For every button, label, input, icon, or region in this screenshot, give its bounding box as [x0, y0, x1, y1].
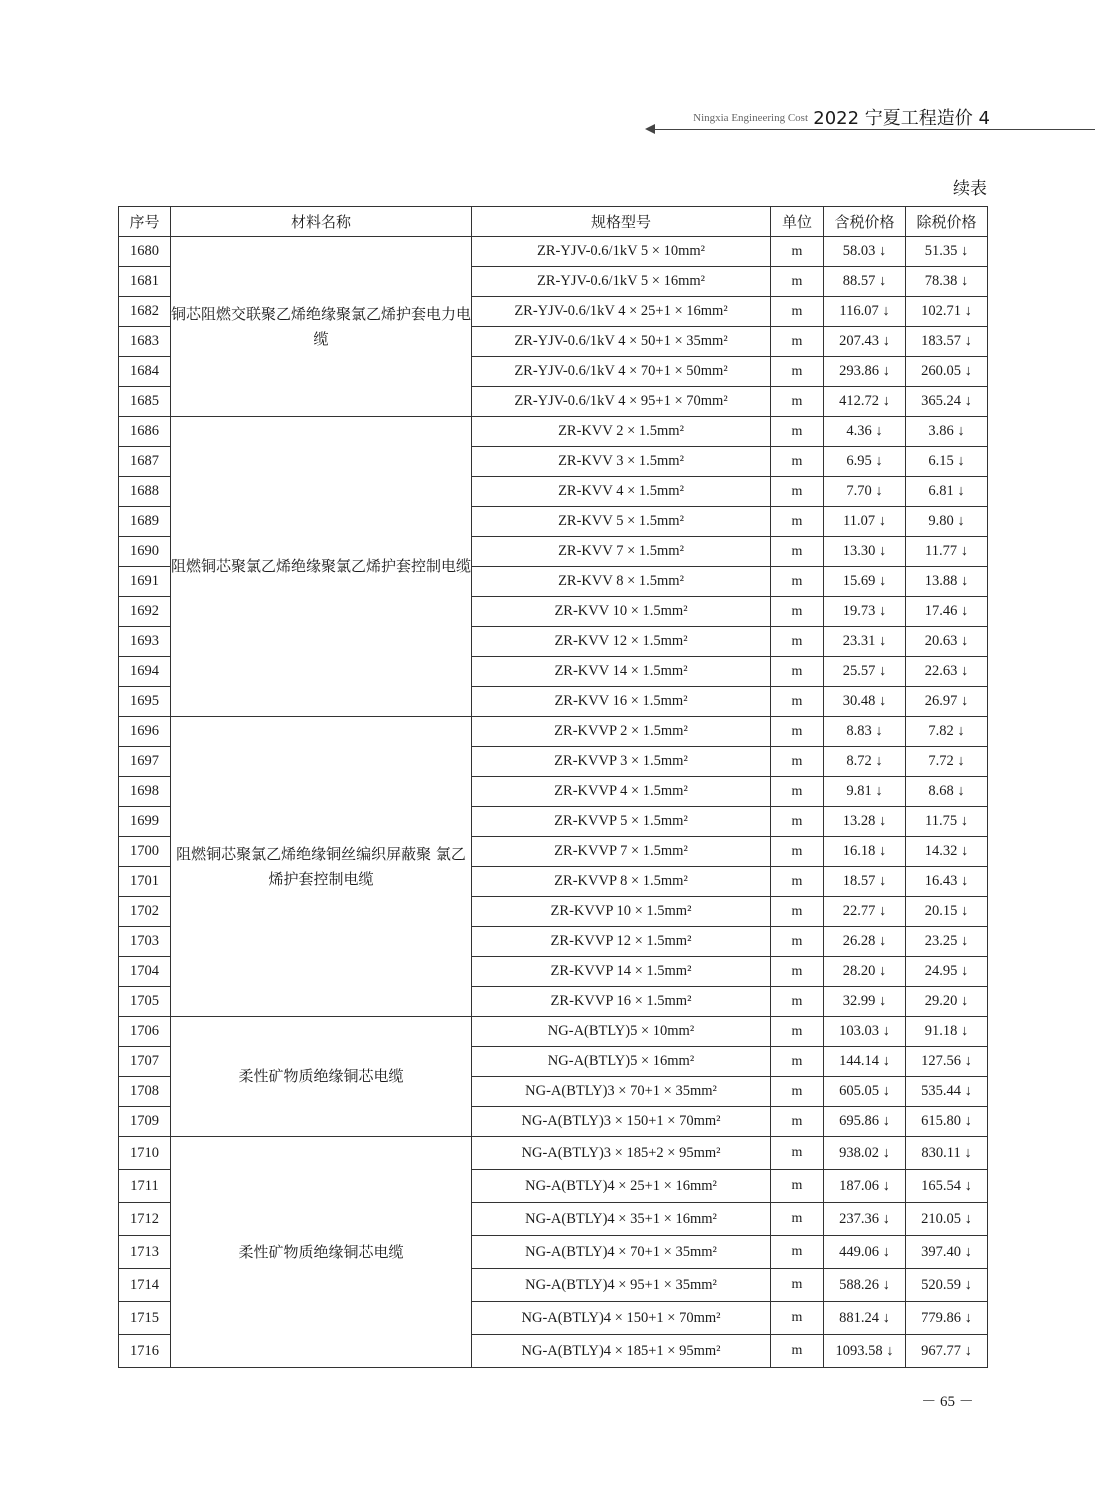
- cell-seq: 1711: [119, 1170, 171, 1203]
- cell-spec: NG-A(BTLY)4 × 70+1 × 35mm²: [472, 1236, 771, 1269]
- header-rule: [655, 129, 1095, 130]
- cell-tax-excl-price: 365.24 ↓: [906, 387, 988, 417]
- cell-tax-excl-price: 6.81 ↓: [906, 477, 988, 507]
- cell-tax-incl-price: 293.86 ↓: [824, 357, 906, 387]
- cell-unit: m: [771, 687, 824, 717]
- cell-spec: NG-A(BTLY)4 × 95+1 × 35mm²: [472, 1269, 771, 1302]
- cell-seq: 1703: [119, 927, 171, 957]
- cell-seq: 1685: [119, 387, 171, 417]
- continued-label: 续表: [953, 179, 987, 199]
- cell-spec: ZR-KVVP 12 × 1.5mm²: [472, 927, 771, 957]
- cell-spec: NG-A(BTLY)3 × 150+1 × 70mm²: [472, 1107, 771, 1137]
- cell-tax-incl-price: 4.36 ↓: [824, 417, 906, 447]
- cell-unit: m: [771, 1335, 824, 1368]
- cell-seq: 1691: [119, 567, 171, 597]
- cell-tax-incl-price: 88.57 ↓: [824, 267, 906, 297]
- cell-seq: 1681: [119, 267, 171, 297]
- cell-spec: ZR-KVV 5 × 1.5mm²: [472, 507, 771, 537]
- cell-tax-excl-price: 102.71 ↓: [906, 297, 988, 327]
- cell-seq: 1704: [119, 957, 171, 987]
- cell-tax-excl-price: 520.59 ↓: [906, 1269, 988, 1302]
- cell-tax-incl-price: 938.02 ↓: [824, 1137, 906, 1170]
- cell-tax-incl-price: 16.18 ↓: [824, 837, 906, 867]
- cell-unit: m: [771, 1017, 824, 1047]
- cell-unit: m: [771, 507, 824, 537]
- cell-spec: ZR-KVV 2 × 1.5mm²: [472, 417, 771, 447]
- cell-spec: ZR-KVVP 14 × 1.5mm²: [472, 957, 771, 987]
- cell-tax-excl-price: 830.11 ↓: [906, 1137, 988, 1170]
- cell-unit: m: [771, 1077, 824, 1107]
- cell-tax-incl-price: 28.20 ↓: [824, 957, 906, 987]
- table-body: [119, 237, 988, 1368]
- cell-spec: ZR-KVVP 8 × 1.5mm²: [472, 867, 771, 897]
- cell-tax-incl-price: 605.05 ↓: [824, 1077, 906, 1107]
- cell-tax-incl-price: 9.81 ↓: [824, 777, 906, 807]
- cell-tax-incl-price: 116.07 ↓: [824, 297, 906, 327]
- cell-seq: 1680: [119, 237, 171, 267]
- cell-seq: 1699: [119, 807, 171, 837]
- cell-unit: m: [771, 1203, 824, 1236]
- cell-tax-incl-price: 449.06 ↓: [824, 1236, 906, 1269]
- cell-tax-incl-price: 144.14 ↓: [824, 1047, 906, 1077]
- cell-seq: 1700: [119, 837, 171, 867]
- cell-material-name: 阻燃铜芯聚氯乙烯绝缘铜丝编织屏蔽聚 氯乙烯护套控制电缆: [171, 717, 472, 1017]
- cell-tax-incl-price: 19.73 ↓: [824, 597, 906, 627]
- cell-tax-excl-price: 11.75 ↓: [906, 807, 988, 837]
- cell-tax-incl-price: 207.43 ↓: [824, 327, 906, 357]
- cell-tax-incl-price: 588.26 ↓: [824, 1269, 906, 1302]
- cell-tax-incl-price: 25.57 ↓: [824, 657, 906, 687]
- cell-spec: NG-A(BTLY)5 × 10mm²: [472, 1017, 771, 1047]
- cell-unit: m: [771, 537, 824, 567]
- cell-unit: m: [771, 567, 824, 597]
- cell-spec: NG-A(BTLY)4 × 150+1 × 70mm²: [472, 1302, 771, 1335]
- cell-spec: ZR-YJV-0.6/1kV 4 × 25+1 × 16mm²: [472, 297, 771, 327]
- cell-tax-excl-price: 8.68 ↓: [906, 777, 988, 807]
- cell-tax-excl-price: 967.77 ↓: [906, 1335, 988, 1368]
- cell-spec: ZR-KVV 4 × 1.5mm²: [472, 477, 771, 507]
- cell-unit: m: [771, 897, 824, 927]
- cell-unit: m: [771, 987, 824, 1017]
- cell-seq: 1710: [119, 1137, 171, 1170]
- cell-spec: ZR-KVV 12 × 1.5mm²: [472, 627, 771, 657]
- cell-unit: m: [771, 1137, 824, 1170]
- column-header-tax-excl: 除税价格: [906, 207, 988, 237]
- cell-tax-incl-price: 26.28 ↓: [824, 927, 906, 957]
- cell-spec: ZR-YJV-0.6/1kV 5 × 16mm²: [472, 267, 771, 297]
- table-row: [119, 1017, 988, 1047]
- cell-material-name: 柔性矿物质绝缘铜芯电缆: [171, 1017, 472, 1137]
- cell-unit: m: [771, 927, 824, 957]
- cell-tax-incl-price: 237.36 ↓: [824, 1203, 906, 1236]
- cell-spec: NG-A(BTLY)4 × 185+1 × 95mm²: [472, 1335, 771, 1368]
- cell-seq: 1714: [119, 1269, 171, 1302]
- cell-spec: ZR-KVVP 7 × 1.5mm²: [472, 837, 771, 867]
- cell-unit: m: [771, 417, 824, 447]
- cell-unit: m: [771, 237, 824, 267]
- cell-tax-incl-price: 1093.58 ↓: [824, 1335, 906, 1368]
- cell-tax-excl-price: 24.95 ↓: [906, 957, 988, 987]
- cell-spec: NG-A(BTLY)4 × 35+1 × 16mm²: [472, 1203, 771, 1236]
- cell-unit: m: [771, 597, 824, 627]
- cell-tax-excl-price: 535.44 ↓: [906, 1077, 988, 1107]
- cell-tax-incl-price: 8.72 ↓: [824, 747, 906, 777]
- cell-tax-incl-price: 881.24 ↓: [824, 1302, 906, 1335]
- cell-tax-excl-price: 26.97 ↓: [906, 687, 988, 717]
- cell-unit: m: [771, 747, 824, 777]
- cell-tax-excl-price: 779.86 ↓: [906, 1302, 988, 1335]
- cell-seq: 1709: [119, 1107, 171, 1137]
- cell-unit: m: [771, 1302, 824, 1335]
- cell-spec: NG-A(BTLY)4 × 25+1 × 16mm²: [472, 1170, 771, 1203]
- cell-tax-excl-price: 29.20 ↓: [906, 987, 988, 1017]
- cell-tax-excl-price: 13.88 ↓: [906, 567, 988, 597]
- cell-unit: m: [771, 657, 824, 687]
- column-header-spec: 规格型号: [472, 207, 771, 237]
- cell-tax-excl-price: 51.35 ↓: [906, 237, 988, 267]
- cell-tax-excl-price: 78.38 ↓: [906, 267, 988, 297]
- cell-spec: ZR-YJV-0.6/1kV 4 × 70+1 × 50mm²: [472, 357, 771, 387]
- page-number: － 65 －: [921, 1394, 974, 1410]
- cell-tax-excl-price: 20.15 ↓: [906, 897, 988, 927]
- cell-seq: 1692: [119, 597, 171, 627]
- cell-tax-incl-price: 30.48 ↓: [824, 687, 906, 717]
- cell-unit: m: [771, 1047, 824, 1077]
- cell-tax-incl-price: 695.86 ↓: [824, 1107, 906, 1137]
- cell-material-name: 柔性矿物质绝缘铜芯电缆: [171, 1137, 472, 1368]
- column-header-seq: 序号: [119, 207, 171, 237]
- cell-spec: ZR-KVVP 5 × 1.5mm²: [472, 807, 771, 837]
- cell-tax-excl-price: 17.46 ↓: [906, 597, 988, 627]
- cell-seq: 1693: [119, 627, 171, 657]
- cell-tax-incl-price: 412.72 ↓: [824, 387, 906, 417]
- table-row: [119, 237, 988, 267]
- cell-unit: m: [771, 297, 824, 327]
- cell-spec: ZR-KVV 10 × 1.5mm²: [472, 597, 771, 627]
- cell-unit: m: [771, 327, 824, 357]
- cell-tax-excl-price: 397.40 ↓: [906, 1236, 988, 1269]
- table-header-row: [119, 207, 988, 237]
- cell-tax-excl-price: 7.72 ↓: [906, 747, 988, 777]
- cell-unit: m: [771, 357, 824, 387]
- cell-spec: ZR-KVVP 4 × 1.5mm²: [472, 777, 771, 807]
- cell-tax-incl-price: 32.99 ↓: [824, 987, 906, 1017]
- cell-seq: 1687: [119, 447, 171, 477]
- header-chinese-title: 2022 宁夏工程造价 4: [813, 108, 990, 129]
- cell-seq: 1684: [119, 357, 171, 387]
- cell-tax-excl-price: 11.77 ↓: [906, 537, 988, 567]
- cell-seq: 1690: [119, 537, 171, 567]
- cell-spec: ZR-YJV-0.6/1kV 4 × 50+1 × 35mm²: [472, 327, 771, 357]
- cell-spec: ZR-KVVP 10 × 1.5mm²: [472, 897, 771, 927]
- table-row: [119, 717, 988, 747]
- cell-tax-excl-price: 260.05 ↓: [906, 357, 988, 387]
- cell-seq: 1715: [119, 1302, 171, 1335]
- cell-tax-excl-price: 16.43 ↓: [906, 867, 988, 897]
- cell-seq: 1688: [119, 477, 171, 507]
- cell-unit: m: [771, 627, 824, 657]
- cell-spec: ZR-KVV 3 × 1.5mm²: [472, 447, 771, 477]
- cell-tax-excl-price: 91.18 ↓: [906, 1017, 988, 1047]
- header-english-title: Ningxia Engineering Cost: [693, 112, 808, 124]
- cell-tax-incl-price: 23.31 ↓: [824, 627, 906, 657]
- cell-tax-excl-price: 7.82 ↓: [906, 717, 988, 747]
- column-header-tax-incl: 含税价格: [824, 207, 906, 237]
- cell-spec: NG-A(BTLY)5 × 16mm²: [472, 1047, 771, 1077]
- cell-spec: ZR-KVVP 3 × 1.5mm²: [472, 747, 771, 777]
- cell-seq: 1708: [119, 1077, 171, 1107]
- cell-seq: 1696: [119, 717, 171, 747]
- cell-tax-excl-price: 210.05 ↓: [906, 1203, 988, 1236]
- cell-unit: m: [771, 1107, 824, 1137]
- cell-unit: m: [771, 807, 824, 837]
- cell-seq: 1695: [119, 687, 171, 717]
- cell-tax-excl-price: 23.25 ↓: [906, 927, 988, 957]
- cell-tax-incl-price: 187.06 ↓: [824, 1170, 906, 1203]
- cell-unit: m: [771, 1236, 824, 1269]
- cell-spec: ZR-KVV 14 × 1.5mm²: [472, 657, 771, 687]
- cell-tax-incl-price: 11.07 ↓: [824, 507, 906, 537]
- cell-tax-excl-price: 14.32 ↓: [906, 837, 988, 867]
- cell-spec: NG-A(BTLY)3 × 70+1 × 35mm²: [472, 1077, 771, 1107]
- table-row: [119, 417, 988, 447]
- header-arrow-icon: [645, 124, 655, 134]
- cell-tax-incl-price: 13.30 ↓: [824, 537, 906, 567]
- cell-material-name: 铜芯阻燃交联聚乙烯绝缘聚氯乙烯护套电力电缆: [171, 237, 472, 417]
- cell-spec: NG-A(BTLY)3 × 185+2 × 95mm²: [472, 1137, 771, 1170]
- cell-tax-excl-price: 6.15 ↓: [906, 447, 988, 477]
- cell-unit: m: [771, 387, 824, 417]
- cell-tax-incl-price: 18.57 ↓: [824, 867, 906, 897]
- cell-unit: m: [771, 957, 824, 987]
- cell-seq: 1689: [119, 507, 171, 537]
- cell-tax-excl-price: 165.54 ↓: [906, 1170, 988, 1203]
- column-header-unit: 单位: [771, 207, 824, 237]
- cell-spec: ZR-YJV-0.6/1kV 5 × 10mm²: [472, 237, 771, 267]
- cell-unit: m: [771, 477, 824, 507]
- table-row: [119, 1137, 988, 1170]
- cell-unit: m: [771, 777, 824, 807]
- cell-seq: 1707: [119, 1047, 171, 1077]
- cell-tax-excl-price: 183.57 ↓: [906, 327, 988, 357]
- cell-material-name: 阻燃铜芯聚氯乙烯绝缘聚氯乙烯护套控制电缆: [171, 417, 472, 717]
- cell-tax-incl-price: 6.95 ↓: [824, 447, 906, 477]
- cell-spec: ZR-KVV 16 × 1.5mm²: [472, 687, 771, 717]
- cell-seq: 1683: [119, 327, 171, 357]
- cell-tax-excl-price: 615.80 ↓: [906, 1107, 988, 1137]
- cell-tax-incl-price: 58.03 ↓: [824, 237, 906, 267]
- cell-spec: ZR-KVVP 16 × 1.5mm²: [472, 987, 771, 1017]
- cell-unit: m: [771, 447, 824, 477]
- cell-tax-incl-price: 103.03 ↓: [824, 1017, 906, 1047]
- cell-unit: m: [771, 837, 824, 867]
- cell-unit: m: [771, 267, 824, 297]
- cell-seq: 1712: [119, 1203, 171, 1236]
- cell-tax-incl-price: 13.28 ↓: [824, 807, 906, 837]
- cell-tax-incl-price: 15.69 ↓: [824, 567, 906, 597]
- cell-seq: 1716: [119, 1335, 171, 1368]
- cell-seq: 1686: [119, 417, 171, 447]
- cell-spec: ZR-KVV 8 × 1.5mm²: [472, 567, 771, 597]
- cell-tax-incl-price: 22.77 ↓: [824, 897, 906, 927]
- cell-tax-excl-price: 9.80 ↓: [906, 507, 988, 537]
- cell-unit: m: [771, 717, 824, 747]
- cell-spec: ZR-KVVP 2 × 1.5mm²: [472, 717, 771, 747]
- price-table: [118, 206, 988, 1368]
- cell-spec: ZR-KVV 7 × 1.5mm²: [472, 537, 771, 567]
- cell-seq: 1697: [119, 747, 171, 777]
- cell-seq: 1698: [119, 777, 171, 807]
- cell-unit: m: [771, 1170, 824, 1203]
- cell-seq: 1706: [119, 1017, 171, 1047]
- cell-spec: ZR-YJV-0.6/1kV 4 × 95+1 × 70mm²: [472, 387, 771, 417]
- cell-seq: 1694: [119, 657, 171, 687]
- cell-seq: 1702: [119, 897, 171, 927]
- cell-tax-excl-price: 22.63 ↓: [906, 657, 988, 687]
- cell-tax-excl-price: 127.56 ↓: [906, 1047, 988, 1077]
- cell-unit: m: [771, 867, 824, 897]
- cell-tax-excl-price: 3.86 ↓: [906, 417, 988, 447]
- cell-seq: 1682: [119, 297, 171, 327]
- cell-tax-incl-price: 7.70 ↓: [824, 477, 906, 507]
- cell-seq: 1713: [119, 1236, 171, 1269]
- column-header-name: 材料名称: [171, 207, 472, 237]
- cell-seq: 1705: [119, 987, 171, 1017]
- cell-tax-excl-price: 20.63 ↓: [906, 627, 988, 657]
- cell-seq: 1701: [119, 867, 171, 897]
- cell-tax-incl-price: 8.83 ↓: [824, 717, 906, 747]
- cell-unit: m: [771, 1269, 824, 1302]
